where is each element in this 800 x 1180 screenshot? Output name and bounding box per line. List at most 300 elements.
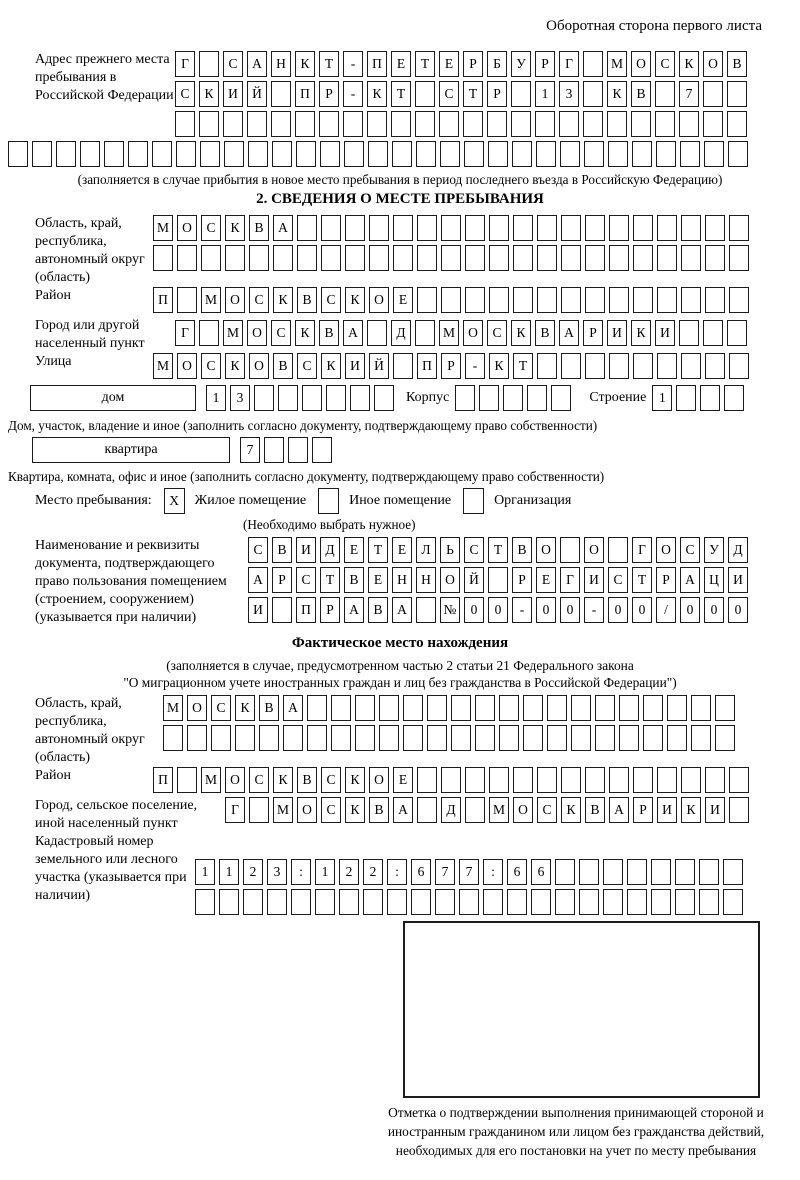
char-cell: [729, 767, 749, 793]
fact-city-label: Город, сельское поселение, иной населенный пункт: [35, 798, 198, 831]
char-cell: Г: [225, 797, 245, 823]
char-cell: [633, 287, 653, 313]
char-cell: [411, 889, 431, 915]
char-cell: [441, 215, 461, 241]
char-cell: [537, 767, 557, 793]
char-cell: [585, 215, 605, 241]
char-cell: [715, 695, 735, 721]
char-cell: С: [223, 51, 243, 77]
char-cell: [367, 320, 387, 346]
char-cell: [561, 353, 581, 379]
char-cell: [369, 215, 389, 241]
region-row-1: [153, 215, 753, 241]
char-cell: Й: [369, 353, 389, 379]
char-cell: С: [487, 320, 507, 346]
char-cell: [727, 81, 747, 107]
char-cell: [657, 353, 677, 379]
char-cell: 6: [531, 859, 551, 885]
char-cell: [392, 141, 412, 167]
fact-district-row: [153, 767, 753, 793]
char-cell: [345, 215, 365, 241]
char-cell: [343, 111, 363, 137]
korpus-cells: [455, 385, 575, 411]
char-cell: [675, 889, 695, 915]
char-cell: К: [321, 353, 341, 379]
char-cell: [379, 725, 399, 751]
char-cell: К: [199, 81, 219, 107]
char-cell: И: [223, 81, 243, 107]
char-cell: 0: [728, 597, 748, 623]
char-cell: -: [343, 81, 363, 107]
stroenie-cells: [652, 385, 748, 411]
stay-type-label: Место пребывания:: [35, 493, 152, 508]
confirmation-stamp-caption: Отметка о подтверждении выполнения принимающей стороной и иностранным гражданином или лицом без гражданства действий, необходимых для его постановки на учет по месту пребывания: [387, 1105, 765, 1158]
char-cell: О: [187, 695, 207, 721]
city-label: Город или другой населенный пункт: [35, 318, 145, 351]
char-cell: [700, 385, 720, 411]
char-cell: О: [177, 215, 197, 241]
char-cell: [657, 287, 677, 313]
char-cell: М: [163, 695, 183, 721]
char-cell: С: [271, 320, 291, 346]
char-cell: [417, 287, 437, 313]
char-cell: [296, 141, 316, 167]
stroenie-label: Строение: [589, 390, 647, 405]
char-cell: [585, 245, 605, 271]
char-cell: О: [656, 537, 676, 563]
option-label-inoe: Иное помещение: [349, 493, 452, 508]
char-cell: -: [512, 597, 532, 623]
char-cell: :: [387, 859, 407, 885]
char-cell: [249, 797, 269, 823]
char-cell: В: [259, 695, 279, 721]
char-cell: С: [297, 353, 317, 379]
char-cell: [368, 141, 388, 167]
char-cell: Д: [441, 797, 461, 823]
char-cell: О: [249, 353, 269, 379]
char-cell: С: [201, 353, 221, 379]
char-cell: [537, 245, 557, 271]
char-cell: 1: [206, 385, 226, 411]
char-cell: [729, 797, 749, 823]
document-row-2: [248, 567, 752, 593]
char-cell: Д: [391, 320, 411, 346]
char-cell: [527, 385, 547, 411]
char-cell: [128, 141, 148, 167]
char-cell: Р: [272, 567, 292, 593]
cadastre-row-1: [195, 859, 747, 885]
char-cell: [619, 725, 639, 751]
char-cell: [177, 767, 197, 793]
district-label: Район: [35, 288, 71, 303]
char-cell: [723, 889, 743, 915]
char-cell: И: [584, 567, 604, 593]
char-cell: [248, 141, 268, 167]
char-cell: С: [201, 215, 221, 241]
char-cell: [531, 889, 551, 915]
prev-address-note: (заполняется в случае прибытия в новое место пребывания в период последнего въезда в Российскую Федерацию): [77, 172, 723, 187]
stay-place-block: [8, 215, 792, 627]
char-cell: [176, 141, 196, 167]
char-cell: [667, 695, 687, 721]
char-cell: Л: [416, 537, 436, 563]
checkbox-zhiloe: X: [164, 488, 185, 514]
char-cell: [249, 245, 269, 271]
korpus-label: Корпус: [406, 390, 450, 405]
char-cell: [729, 215, 749, 241]
char-cell: [367, 111, 387, 137]
char-cell: [264, 437, 284, 463]
char-cell: К: [345, 767, 365, 793]
apartment-number-cells: [240, 437, 336, 463]
char-cell: Г: [632, 537, 652, 563]
char-cell: В: [585, 797, 605, 823]
char-cell: В: [273, 353, 293, 379]
char-cell: К: [345, 797, 365, 823]
option-label-zhiloe: Жилое помещение: [194, 493, 307, 508]
char-cell: Е: [393, 767, 413, 793]
char-cell: П: [367, 51, 387, 77]
char-cell: К: [679, 51, 699, 77]
char-cell: Н: [392, 567, 412, 593]
char-cell: [643, 695, 663, 721]
char-cell: [369, 245, 389, 271]
char-cell: С: [321, 797, 341, 823]
char-cell: [727, 320, 747, 346]
char-cell: [584, 141, 604, 167]
prev-address-block: [8, 51, 792, 188]
char-cell: [393, 245, 413, 271]
prev-address-row-2: [175, 81, 751, 107]
char-cell: [331, 725, 351, 751]
char-cell: :: [483, 859, 503, 885]
char-cell: К: [607, 81, 627, 107]
char-cell: [657, 245, 677, 271]
document-row-1: [248, 537, 752, 563]
char-cell: С: [211, 695, 231, 721]
char-cell: К: [367, 81, 387, 107]
char-cell: 3: [230, 385, 250, 411]
char-cell: В: [249, 215, 269, 241]
char-cell: А: [248, 567, 268, 593]
char-cell: [315, 889, 335, 915]
char-cell: Р: [319, 81, 339, 107]
char-cell: И: [705, 797, 725, 823]
char-cell: 2: [243, 859, 263, 885]
char-cell: [703, 320, 723, 346]
char-cell: Р: [320, 597, 340, 623]
document-row-3: [248, 597, 752, 623]
char-cell: Р: [583, 320, 603, 346]
char-cell: В: [369, 797, 389, 823]
cadastre-label: Кадастровый номер земельного или лесного участка (указывается при наличии): [35, 834, 187, 903]
char-cell: [705, 245, 725, 271]
char-cell: [459, 889, 479, 915]
char-cell: Ь: [440, 537, 460, 563]
char-cell: [675, 859, 695, 885]
char-cell: [307, 695, 327, 721]
char-cell: [667, 725, 687, 751]
char-cell: Е: [344, 537, 364, 563]
char-cell: [177, 245, 197, 271]
char-cell: [417, 245, 437, 271]
char-cell: [321, 215, 341, 241]
char-cell: Й: [464, 567, 484, 593]
char-cell: Т: [319, 51, 339, 77]
char-cell: [537, 287, 557, 313]
char-cell: С: [321, 767, 341, 793]
fact-location-block: [8, 695, 792, 919]
char-cell: [199, 51, 219, 77]
char-cell: [559, 111, 579, 137]
char-cell: О: [297, 797, 317, 823]
char-cell: П: [296, 597, 316, 623]
char-cell: [271, 111, 291, 137]
fact-district-label: Район: [35, 768, 71, 783]
char-cell: [393, 353, 413, 379]
char-cell: Т: [320, 567, 340, 593]
char-cell: С: [655, 51, 675, 77]
char-cell: [691, 725, 711, 751]
char-cell: В: [297, 287, 317, 313]
char-cell: О: [369, 287, 389, 313]
char-cell: [465, 287, 485, 313]
char-cell: С: [608, 567, 628, 593]
char-cell: О: [536, 537, 556, 563]
char-cell: [547, 695, 567, 721]
char-cell: [374, 385, 394, 411]
char-cell: А: [392, 597, 412, 623]
char-cell: [441, 287, 461, 313]
char-cell: [555, 859, 575, 885]
char-cell: М: [201, 287, 221, 313]
char-cell: [609, 215, 629, 241]
char-cell: [729, 287, 749, 313]
char-cell: [272, 597, 292, 623]
char-cell: [387, 889, 407, 915]
char-cell: [272, 141, 292, 167]
char-cell: О: [513, 797, 533, 823]
char-cell: Е: [536, 567, 556, 593]
char-cell: [507, 889, 527, 915]
char-cell: [499, 725, 519, 751]
char-cell: В: [535, 320, 555, 346]
char-cell: [681, 215, 701, 241]
char-cell: [475, 725, 495, 751]
char-cell: [427, 695, 447, 721]
char-cell: С: [249, 767, 269, 793]
char-cell: А: [680, 567, 700, 593]
char-cell: Е: [368, 567, 388, 593]
char-cell: 1: [315, 859, 335, 885]
char-cell: [199, 320, 219, 346]
fact-location-title: Фактическое место нахождения: [291, 635, 509, 651]
char-cell: К: [235, 695, 255, 721]
char-cell: И: [657, 797, 677, 823]
char-cell: [651, 859, 671, 885]
char-cell: [489, 215, 509, 241]
char-cell: [302, 385, 322, 411]
char-cell: 1: [219, 859, 239, 885]
char-cell: [555, 889, 575, 915]
char-cell: [464, 141, 484, 167]
char-cell: [571, 725, 591, 751]
char-cell: [307, 725, 327, 751]
char-cell: [441, 767, 461, 793]
char-cell: М: [153, 215, 173, 241]
char-cell: -: [584, 597, 604, 623]
char-cell: В: [272, 537, 292, 563]
apartment-type-box: квартира: [32, 437, 230, 463]
char-cell: [561, 287, 581, 313]
char-cell: И: [655, 320, 675, 346]
char-cell: [595, 725, 615, 751]
char-cell: [187, 725, 207, 751]
char-cell: [278, 385, 298, 411]
char-cell: [80, 141, 100, 167]
char-cell: [415, 81, 435, 107]
char-cell: [651, 889, 671, 915]
char-cell: [403, 695, 423, 721]
char-cell: [297, 215, 317, 241]
char-cell: В: [368, 597, 388, 623]
char-cell: [513, 287, 533, 313]
char-cell: [723, 859, 743, 885]
char-cell: [595, 695, 615, 721]
char-cell: 0: [608, 597, 628, 623]
char-cell: [355, 695, 375, 721]
char-cell: [609, 353, 629, 379]
char-cell: К: [681, 797, 701, 823]
prev-address-label: Адрес прежнего места пребывания в Российской Федерации: [35, 52, 174, 103]
char-cell: -: [465, 353, 485, 379]
char-cell: М: [607, 51, 627, 77]
char-cell: К: [489, 353, 509, 379]
char-cell: 7: [435, 859, 455, 885]
char-cell: О: [225, 287, 245, 313]
char-cell: 0: [464, 597, 484, 623]
char-cell: [391, 111, 411, 137]
char-cell: [465, 797, 485, 823]
char-cell: [583, 111, 603, 137]
char-cell: [523, 695, 543, 721]
char-cell: О: [177, 353, 197, 379]
confirmation-stamp-box: [403, 921, 760, 1098]
fact-region-label: Область, край, республика, автономный округ (область): [35, 696, 145, 765]
char-cell: [643, 725, 663, 751]
char-cell: С: [439, 81, 459, 107]
char-cell: [703, 81, 723, 107]
char-cell: [427, 725, 447, 751]
char-cell: [417, 767, 437, 793]
char-cell: [415, 111, 435, 137]
char-cell: [705, 215, 725, 241]
char-cell: [267, 889, 287, 915]
char-cell: Е: [392, 537, 412, 563]
char-cell: [503, 385, 523, 411]
region-label: Область, край, республика, автономный округ (область): [35, 216, 145, 285]
char-cell: [163, 725, 183, 751]
char-cell: [536, 141, 556, 167]
section2-title: 2. СВЕДЕНИЯ О МЕСТЕ ПРЕБЫВАНИЯ: [256, 191, 544, 207]
char-cell: [199, 111, 219, 137]
char-cell: [680, 141, 700, 167]
char-cell: А: [343, 320, 363, 346]
char-cell: №: [440, 597, 460, 623]
char-cell: Д: [320, 537, 340, 563]
char-cell: С: [248, 537, 268, 563]
char-cell: [483, 889, 503, 915]
street-label: Улица: [35, 354, 72, 369]
char-cell: [283, 725, 303, 751]
char-cell: [416, 597, 436, 623]
char-cell: 3: [559, 81, 579, 107]
char-cell: Г: [559, 51, 579, 77]
char-cell: [655, 111, 675, 137]
fact-note-2: "О миграционном учете иностранных граждан и лиц без гражданства в Российской Федерации"): [123, 675, 677, 690]
char-cell: [705, 287, 725, 313]
prev-address-row-3: [175, 111, 751, 137]
char-cell: [627, 889, 647, 915]
char-cell: [729, 245, 749, 271]
char-cell: [513, 767, 533, 793]
char-cell: О: [463, 320, 483, 346]
char-cell: [705, 353, 725, 379]
char-cell: [681, 287, 701, 313]
char-cell: [655, 81, 675, 107]
char-cell: [415, 320, 435, 346]
char-cell: Е: [393, 287, 413, 313]
char-cell: [704, 141, 724, 167]
char-cell: [441, 245, 461, 271]
prev-address-row-4: [8, 141, 792, 167]
char-cell: [705, 767, 725, 793]
char-cell: [211, 725, 231, 751]
char-cell: [583, 81, 603, 107]
char-cell: [440, 141, 460, 167]
char-cell: [247, 111, 267, 137]
char-cell: [465, 215, 485, 241]
char-cell: П: [295, 81, 315, 107]
char-cell: Б: [487, 51, 507, 77]
char-cell: [326, 385, 346, 411]
char-cell: [235, 725, 255, 751]
char-cell: Р: [441, 353, 461, 379]
char-cell: [312, 437, 332, 463]
char-cell: 2: [339, 859, 359, 885]
char-cell: М: [439, 320, 459, 346]
char-cell: Й: [247, 81, 267, 107]
char-cell: [608, 141, 628, 167]
char-cell: [488, 567, 508, 593]
char-cell: [537, 353, 557, 379]
option-label-organizaciya: Организация: [494, 493, 572, 508]
char-cell: [288, 437, 308, 463]
char-cell: [259, 725, 279, 751]
char-cell: [703, 111, 723, 137]
char-cell: [439, 111, 459, 137]
char-cell: [585, 287, 605, 313]
char-cell: В: [297, 767, 317, 793]
char-cell: Т: [463, 81, 483, 107]
char-cell: [417, 797, 437, 823]
apartment-note: Квартира, комната, офис и иное (заполнить согласно документу, подтверждающему право собственности): [8, 469, 605, 484]
house-number-cells: [206, 385, 398, 411]
char-cell: [699, 859, 719, 885]
char-cell: П: [153, 287, 173, 313]
char-cell: -: [343, 51, 363, 77]
char-cell: [729, 353, 749, 379]
